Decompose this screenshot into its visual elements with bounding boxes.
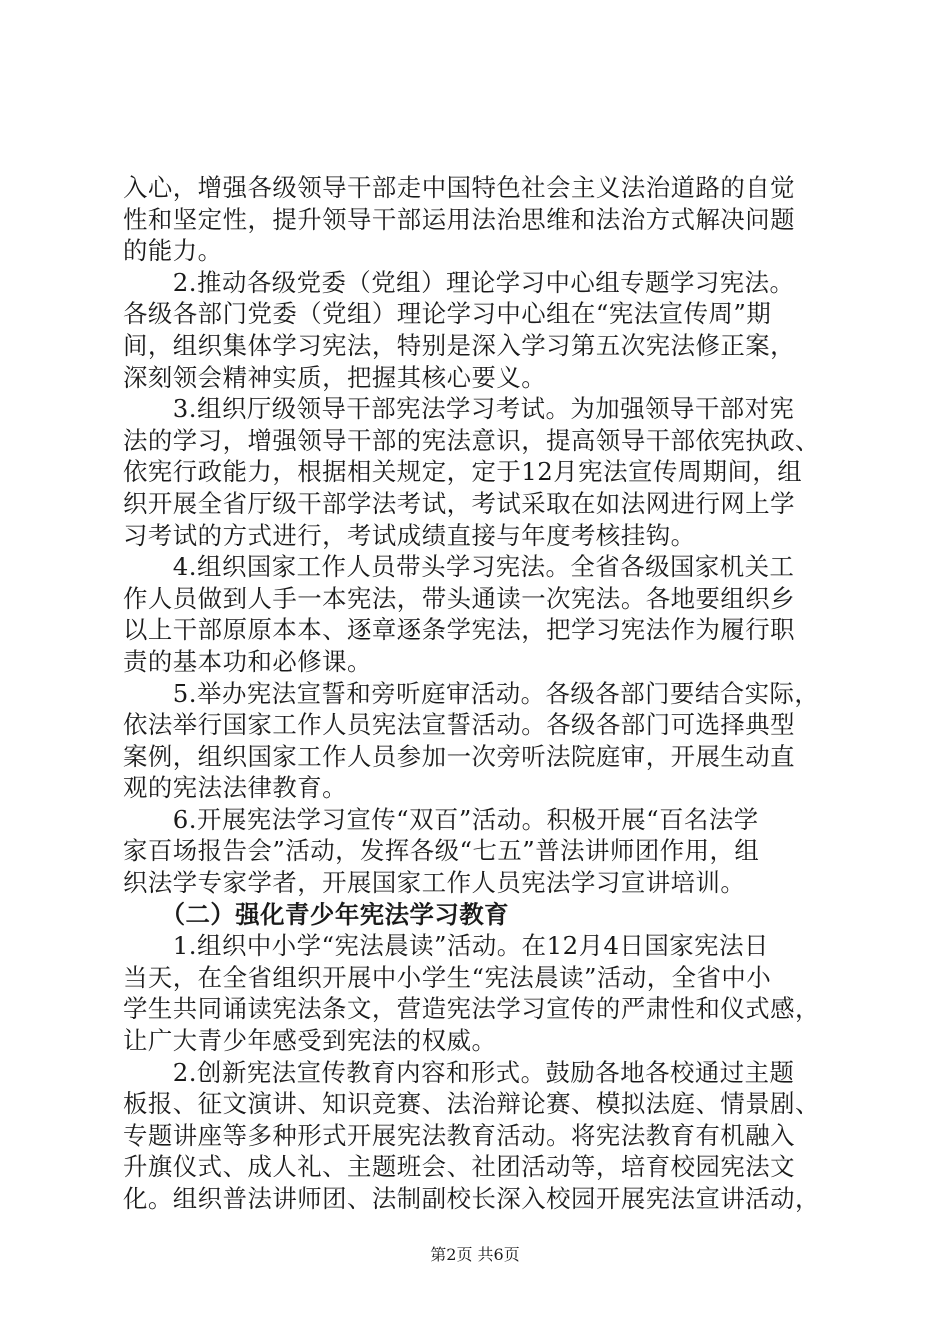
- section-heading: （二）强化青少年宪法学习教育: [123, 899, 510, 929]
- text-line: 3.组织厅级领导干部宪法学习考试。为加强领导干部对宪: [123, 394, 795, 424]
- text-line: 织开展全省厅级干部学法考试，考试采取在如法网进行网上学: [123, 488, 796, 518]
- text-line: 深刻领会精神实质，把握其核心要义。: [123, 362, 547, 392]
- text-line: 各级各部门党委（党组）理论学习中心组在“宪法宣传周”期: [123, 299, 772, 329]
- text-line: 1.组织中小学“宪法晨读”活动。在12月4日国家宪法日: [123, 931, 769, 961]
- text-line: 2.创新宪法宣传教育内容和形式。鼓励各地各校通过主题: [123, 1057, 795, 1087]
- text-line: 当天，在全省组织开展中小学生“宪法晨读”活动，全省中小: [123, 962, 772, 992]
- text-line: 责的基本功和必修课。: [123, 646, 372, 676]
- text-line: 以上干部原原本本、逐章逐条学宪法，把学习宪法作为履行职: [123, 615, 796, 645]
- text-line: 专题讲座等多种形式开展宪法教育活动。将宪法教育有机融入: [123, 1120, 796, 1150]
- text-line: 4.组织国家工作人员带头学习宪法。全省各级国家机关工: [123, 552, 795, 582]
- text-line: 依宪行政能力，根据相关规定，定于12月宪法宣传周期间，组: [123, 457, 803, 487]
- text-line: 让广大青少年感受到宪法的权威。: [123, 1026, 497, 1056]
- text-line: 的能力。: [123, 236, 223, 266]
- text-line: 5.举办宪法宣誓和旁听庭审活动。各级各部门要结合实际，: [123, 678, 820, 708]
- text-line: 家百场报告会”活动，发挥各级“七五”普法讲师团作用，组: [123, 836, 760, 866]
- text-line: 织法学专家学者，开展国家工作人员宪法学习宣讲培训。: [123, 868, 746, 898]
- text-line: 习考试的方式进行，考试成绩直接与年度考核挂钩。: [123, 520, 696, 550]
- text-line: 作人员做到人手一本宪法，带头通读一次宪法。各地要组织乡: [123, 583, 796, 613]
- text-line: 观的宪法法律教育。: [123, 773, 348, 803]
- document-body: [123, 172, 835, 1215]
- text-line: 案例，组织国家工作人员参加一次旁听法院庭审，开展生动直: [123, 741, 796, 771]
- text-line: 间，组织集体学习宪法，特别是深入学习第五次宪法修正案，: [123, 330, 796, 360]
- text-line: 化。组织普法讲师团、法制副校长深入校园开展宪法宣讲活动，: [123, 1184, 820, 1213]
- text-line: 入心，增强各级领导干部走中国特色社会主义法治道路的自觉: [123, 173, 796, 202]
- text-line: 依法举行国家工作人员宪法宣誓活动。各级各部门可选择典型: [123, 710, 796, 740]
- text-line: 学生共同诵读宪法条文，营造宪法学习宣传的严肃性和仪式感，: [123, 994, 820, 1024]
- text-line: 法的学习，增强领导干部的宪法意识，提高领导干部依宪执政、: [123, 425, 820, 455]
- page-footer: 第2页 共6页: [430, 1245, 520, 1264]
- text-line: 板报、征文演讲、知识竞赛、法治辩论赛、模拟法庭、情景剧、: [123, 1089, 820, 1119]
- text-line: 升旗仪式、成人礼、主题班会、社团活动等，培育校园宪法文: [123, 1152, 796, 1182]
- text-line: 性和坚定性，提升领导干部运用法治思维和法治方式解决问题: [123, 204, 796, 234]
- text-line: 6.开展宪法学习宣传“双百”活动。积极开展“百名法学: [123, 804, 759, 834]
- text-line: 2.推动各级党委（党组）理论学习中心组专题学习宪法。: [123, 267, 795, 297]
